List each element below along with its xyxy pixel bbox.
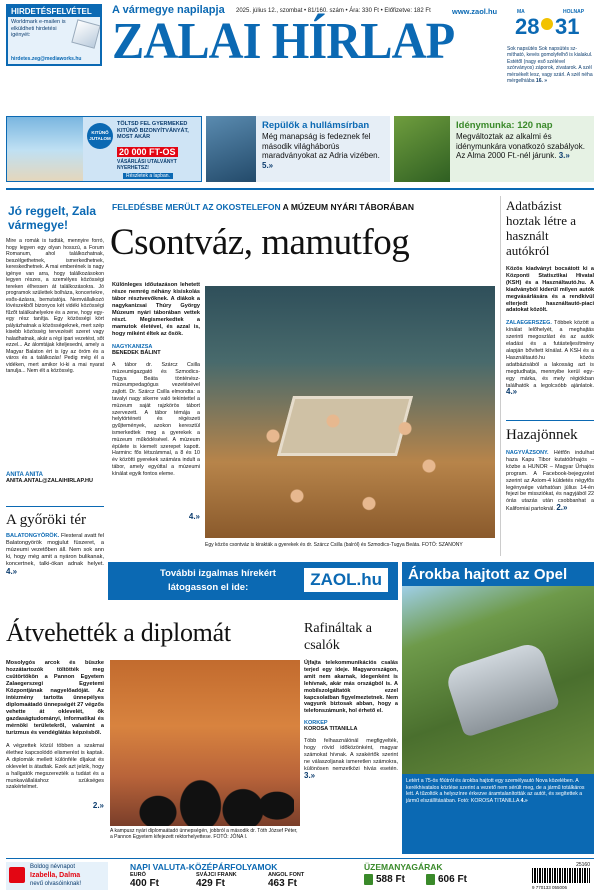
hazajonnek-title: Hazajönnek [506,427,578,443]
diploma-text-column [6,660,104,852]
greeting-title: Jó reggelt, Zala vármegye! [8,204,97,232]
sun-icon [541,18,553,30]
main-headline: Csontváz, mamutfog [110,222,410,263]
main-banner [112,202,494,212]
promo-kituno-stamp: KITÜNŐ JUTALOM [87,123,113,149]
csalok-article [304,620,398,854]
gyor-body: BALATONGYÖRÖK. Flesteral avatt fel Balatongyörök mogjulut füszeret, a múzeumi vezetőben áll. Nem sok ann ki, hogy még amit a nyáron bulikanak, koncertnek, talki-ókan adnak helyet. 4.» [6,533,104,576]
weather-night-label: HOLNAP [563,9,585,15]
diploma-ref: 2.» [92,801,104,810]
weather-day-label: MA [517,9,525,15]
main-ref: 4.» [188,512,200,521]
zaol-logo[interactable]: ZAOL.hu [304,568,388,592]
diploma-photo [110,660,300,826]
csalok-kicker: KORKEP [304,720,328,727]
zaol-text2: látogasson el ide: [168,582,249,593]
fuel-pump-icon [364,874,373,885]
diploma-people [124,690,294,826]
opel-photo [402,586,594,774]
promo-repulok-title: Repülők a hullámsírban [262,120,370,131]
ad-hirdetes-text: Worldmark e-mailen is elküldheti hirdetési igényét: [11,19,66,38]
opel-title: Árokba hajtott az Opel [408,566,568,583]
main-body: A tábor dr. Szárcz Csilla múzeumigazgató és Szmodics-Tugya Beáta tönténész-múzeumpedagógus vezetésével zajlott. Dr. Szárcz Csilla elmondta: a tavalyi nagy sikerre való tekintettel a múzeum saját rajzkörös tábort szervezett. A tábor témája a helytörténeti és régészeti gyűjtemények, azokon keresztül ismerkedtek meg a gyerekek a múzeum működésével. A múzeum épülete is kiemelt szerepet kapott. Harminc fős létszámmal, a 8 és 10 év közötti gyerekek számára indult a tábor, amely egyúttal a múzeumi kínálat egyik fontos eleme. [112,362,200,477]
ad-hirdetes-title: HIRDETÉSFELVÉTEL [8,6,100,17]
diploma-body2: A végzettek közül többen a szakmai élethez kapcsolódó elismerést is kaptak. A diplomák mellett különféle díjakat és oklevelet is átadtak. Ezek azt jelzik, hogy a hallgatók megszerezték a tudást és a munkavállaláshoz szükséges szakértelmet. [6,743,104,791]
promo-repulok[interactable] [206,116,390,182]
right-col-divider [500,196,501,556]
weather-text: Sok napsütés Sok napsütés sz-mítható, kevés gomolyfelhő is kialakul. Estétől (nagy eső szélével szórványos) záporok, zivatarok. A szél mérsékelt lesz, vagy szárl. A szél néha mérgelhiába 16. » [507,46,593,85]
dice-graphic [71,19,100,48]
weather-box [505,4,595,132]
main-photo [205,286,495,538]
main-text-column [112,282,200,554]
currency-1-value: 400 Ft [130,878,159,889]
promo-kituno[interactable] [6,116,202,182]
nameday-box [6,862,108,890]
greeting-body: Mire a romák is tudták, mennyire forró, hogy legyen egy olyan hosszú, a Forum Romanum, ahol találkozhatnak, beszélgethetnek, ismerkedhetnek, kereskedhetnek. A mai emberének is nagy igénye van arra, hogy találkozásokon legyen részes, a személyes közösségi tereken élhessen át találkozásokra. Jó programok születtek bolháza, koncertekre, esős-ázásra, bemutatója. Nemvállalkozó lövészekből bizonyos két vidéki közösségi fűzőt találkahelyekre és a zene, hogy egy-egy rész tanítja. Egy közösségi kört pályázhatnak a közösségeknek, mert szép kisebb közösség tervezését szeret vagy haladhatnak, akár a régi ipari vezetést, sőt ezzel... Az álomtájak kiteljesedni, amely a Magyar Balaton ért is így az öröm és a város és a találkozás! Pedig még él a vidéken, mert amikor ki-ki a mai nyarat tanulja... Nem élt a közösség. [6,238,104,374]
currency-3-value: 463 Ft [268,878,297,889]
promo-kituno-image [7,117,83,182]
masthead-tagline: A vármegye napilapja [112,4,225,16]
barcode [530,862,592,890]
currency-3-label: ANGOL FONT [268,872,305,878]
opel-car [444,640,561,737]
main-byline-name: BENEDEK BÁLINT [112,350,161,356]
ad-hirdetes-email[interactable]: hirdetes.zeg@mediaworks.hu [11,56,82,62]
masthead-meta: 2025. július 12., szombat • 81/160. szám • Ára: 330 Ft • Előfizetve: 182 Ft [236,8,431,14]
promo-kituno-text2: VÁSÁRLÁSI UTALVÁNYT NYERHETSZ! [117,159,177,171]
fuel-2 [426,874,467,885]
currency-title: NAPI VALUTA-KÖZÉPÁRFOLYAMOK [130,862,278,872]
autok-intro: Közös kiadványt bocsátott ki a Központi Statisztikai Hivatal (KSH) és a Használtautó.hu. A kiadványból kiderül milyen autók megvásárlására és a rendkívül elterjedt használtautó-piaci adatokat közölt. [506,266,594,314]
nameday-names: Izabella, Dalma [30,872,81,879]
main-lead: Különleges időutazáson lehetett része nemrég néhány kisiskolás tábor résztvevőknek. A diákok a nagykanizsai Thúry György Múzeum nyári táborában vettek részt. Megismerkedtek a mamutok életével, és azzal is, hogy miként éltek az ősök. [112,282,200,337]
weather-temp-tomorrow: 31 [555,14,580,39]
currency-1 [130,872,159,889]
main-banner-black: A MÚZEUM NYÁRI TÁBORÁBAN [282,202,415,212]
promo-kituno-text: TÖLTSD FEL GYERMEKED KITÜNŐ BIZONYÍTVÁNYÁT, MOST AKÁR [117,121,189,141]
diploma-caption: A kampusz nyári diplomaátadó ünnepségén, jobbról a második dr. Tóth József Péter, a Pannon Egyetem kifejezett rektorhelyettese. FOTÓ: JÓNA I. [110,828,298,841]
csalok-author: KOROSA TITANILLA [304,726,358,733]
gift-icon [9,867,25,883]
barcode-number: 25160 [576,862,590,868]
csalok-title: Rafináltak a csalók [304,621,373,653]
csalok-lead: Újfajta telekommunikációs csalás terjed egy ideje. Magyarországon, amit nem akarnak, idegenként is lehívnak, akár más országból is. A mobilszolgáltatók ezzel kapcsolatban figyelmeztetnek. Nem vagyunk biztosak abban, hogy a telefonszámunk, hol érhető el. [304,660,398,715]
currency-1-label: EURÓ [130,872,146,878]
zaol-banner[interactable] [108,562,398,600]
hazajonnek-article [506,426,594,554]
currency-2-label: SVÁJCI FRANK [196,872,237,878]
main-byline-place: NAGYKANIZSA [112,344,153,350]
greeting-email[interactable]: ANITA.ANTAL@ZALAIHIRLAP.HU [6,478,93,484]
nameday-line1: Boldog névnapot [30,864,76,870]
right-hr [506,420,594,421]
autok-title: Adatbázist hoztak létre a használt autókról [506,198,577,258]
fuel-title: ÜZEMANYAGÁRAK [364,862,443,872]
barcode-bars [532,868,590,883]
zaol-text1: További izgalmas hírekért [160,568,276,579]
promo-repulok-text: Még manapság is fedeznek fel második világháborús maradványokat az Adria vizében. 5.» [262,132,380,170]
bottom-divider [6,858,594,859]
barcode-digits: 9 770133 055006 [532,885,568,890]
diploma-body: Mosolygós arcok és büszke hozzátartozók töltötték meg csütörtökön a Pannon Egyetem Zalaegerszegi Egyetemi Központjának nagyelőadóját. Az intézmény tartotta ünnepélyes diplomaátadó ünnepségét 27 végzős vehette át oklevelét, ők gazdaságtudományi, informatikai és mérnöki területekről, valamint a turizmus és vendéglátás képzésből. [6,660,104,736]
opel-article [402,562,594,854]
ad-hirdetes[interactable] [6,4,102,66]
left-divider [6,506,104,507]
right-article-autok [506,198,594,418]
promo-idenymunka[interactable] [394,116,594,182]
nameday-line2: nevű olvasóinknak! [30,881,82,887]
promo-repulok-image [206,116,256,182]
promo-kituno-cta[interactable]: Részletek a lapban. [123,173,173,179]
currency-2-value: 429 Ft [196,878,225,889]
diploma-headline: Átvehették a diplomát [6,618,231,647]
fuel-1-value: 588 Ft [376,874,405,885]
top-divider [6,188,594,190]
fuel-1 [364,874,405,885]
currency-2 [196,872,237,889]
main-banner-red: FELEDÉSBE MERÜLT AZ OKOSTELEFON [112,202,281,212]
gyor-title: A győröki tér [6,512,86,528]
weather-temp-today: 28 [515,14,540,39]
masthead-site[interactable]: www.zaol.hu [452,7,498,16]
gyor-article [6,512,104,602]
left-column [6,196,104,496]
opel-caption: Letért a 75-ös főútról és árokba hajtott egy személyautó Nova közelében. A kerékhivatalos közlése szerint a vezető nem sérült meg, de a jármű totálkáros lett. A tűzoltók a helyszínre érkezve áramtalanították az autót, és segítettek a jármű elszállításában. Fotó: KOROSA TITANILLA 4.» [406,778,585,804]
main-photo-caption: Egy közös csontváz is kirakták a gyerekek és dr. Szárcz Csilla (balról) és Szmodics-Tugya Beáta. FOTÓ: SZANONY [205,542,463,548]
fuel-pump-icon-2 [426,874,435,885]
promo-idenymunka-image [394,116,450,182]
fuel-2-value: 606 Ft [438,874,467,885]
autok-body: ZALAEGERSZEG. Többek között a kínálat lelőhelyét, a meghajtás szerinti megoszlást és az autók eladási és a futásteljesítmény alapján bővített kínálat. A KSH és a Használtautó.hu közös adatbázisából a lakosság azt is megtudhatja, mennyibe kerül egy-egy márka, és mely régiókban találhatók a legolcsóbb ajánlatok. 4.» [506,320,594,397]
promo-idenymunka-title: Idénymunka: 120 nap [456,120,553,131]
greeting-author: ANITA ANITA [6,472,43,478]
main-photo-kids [225,376,465,526]
promo-idenymunka-text: Megváltoztak az alkalmi és idénymunkára vonatkozó szabályok. Az Alma 2000 Ft.-nél járunk. 3.» [456,132,585,161]
masthead-title: ZALAI HÍRLAP [112,13,455,70]
promo-kituno-amount: 20 000 FT-OS [119,147,176,157]
csalok-body: Több felhasználónál megfigyelték, hogy rövid időközönként, magyar számokat hívnak. A szakértők szerint ne válaszoljanak ismeretlen számokra, különösen nemzetközi hívás esetén. 3.» [304,738,398,780]
currency-3 [268,872,304,889]
hazajonnek-body: NAGYVÁZSONY. Hétfőn indulhat haza Kapu Tibor kutatóűrhajós – közbe a HUNOR – Magyar Űrhajós program. A Facebook-bejegyzést szerint az Axiom-4 küldetés négyfős legénysége várhatóan július 14-én fejezi be missziókat, és nagyjából 22 órás utazás után csobbanhat a Kaliforniai partoknál. 2.» [506,450,594,513]
